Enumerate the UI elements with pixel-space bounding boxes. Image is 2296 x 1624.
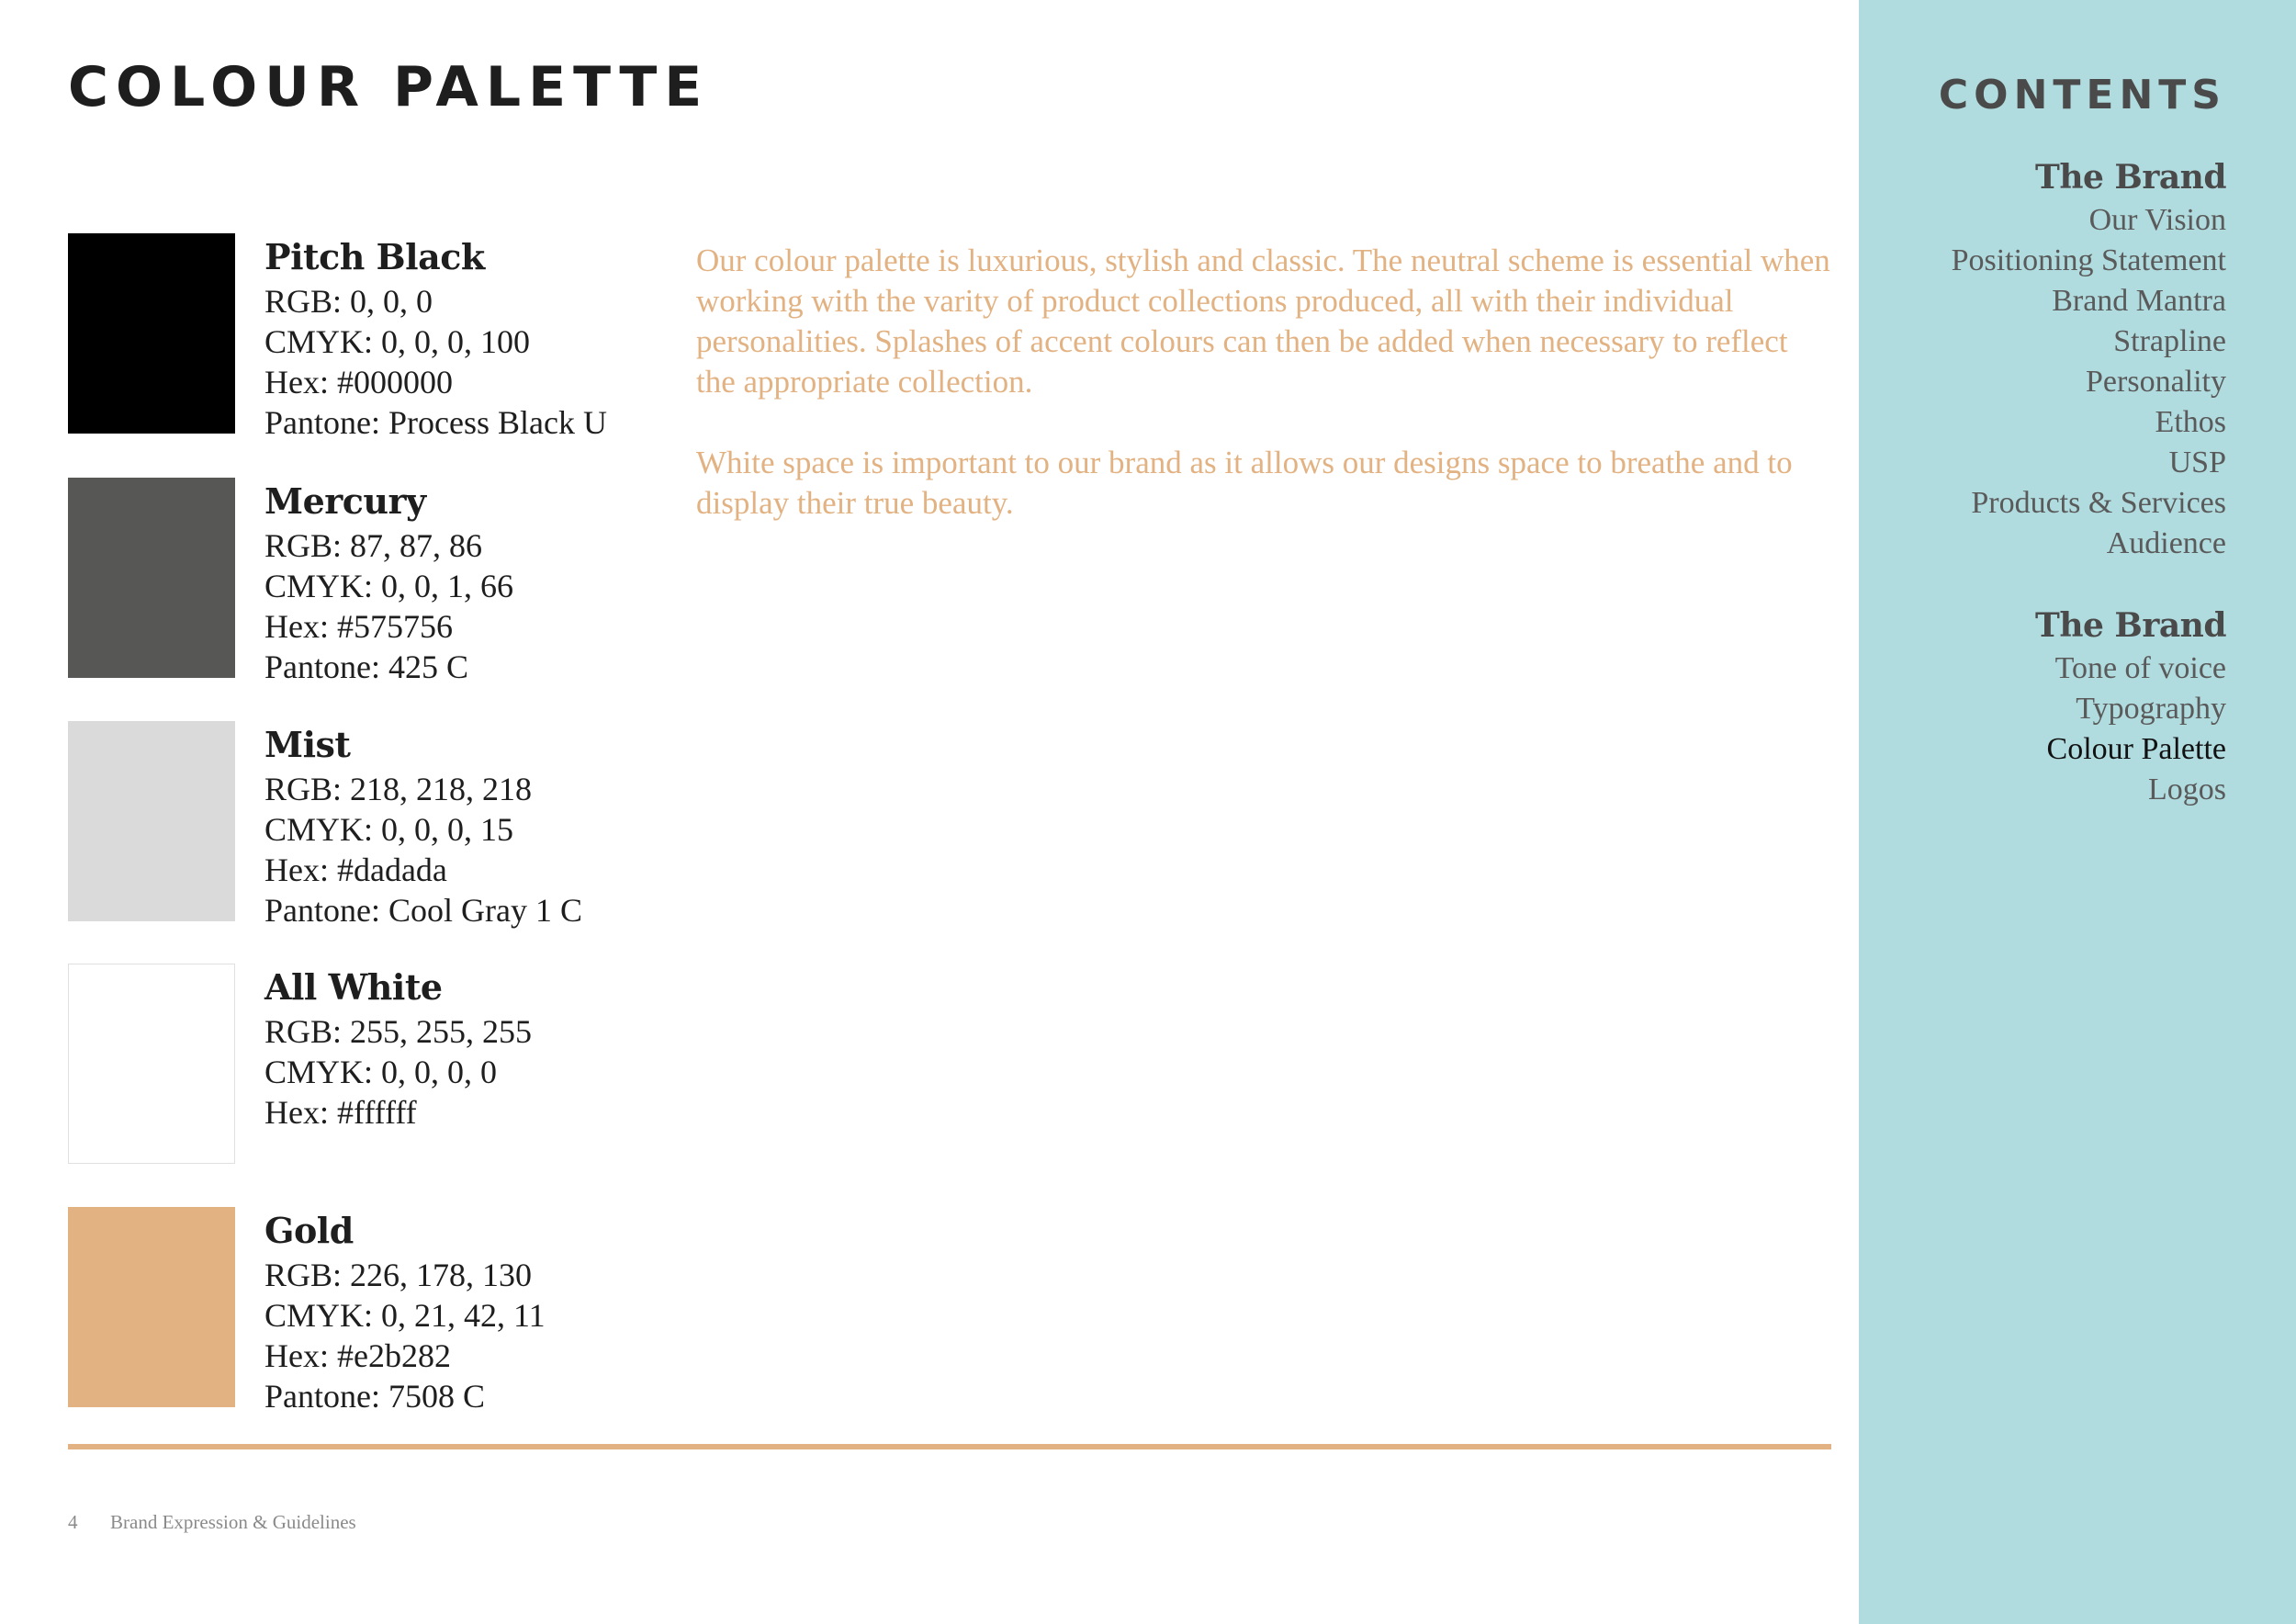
footer (68, 1511, 356, 1534)
toc-item-colour-palette[interactable]: Colour Palette (2046, 732, 2226, 766)
toc-section (2035, 603, 2226, 810)
toc-item-our-vision[interactable]: Our Vision (2088, 203, 2226, 237)
swatch-info (264, 964, 532, 1133)
toc-item-usp[interactable]: USP (2168, 445, 2226, 479)
swatch-pantone: Pantone: Cool Gray 1 C (264, 892, 582, 929)
sidebar-title: CONTENTS (1938, 72, 2226, 118)
swatch-name: Mercury (264, 480, 426, 522)
toc-item-brand-mantra[interactable]: Brand Mantra (2052, 284, 2226, 318)
toc-item-tone-of-voice[interactable]: Tone of voice (2054, 651, 2226, 685)
toc-item-personality[interactable]: Personality (2086, 365, 2226, 399)
swatch-row-all-white (68, 964, 656, 1166)
swatch-row-mist (68, 721, 656, 929)
swatch-gold (68, 1207, 235, 1407)
toc-item-typography[interactable]: Typography (2076, 692, 2226, 726)
toc-section-heading[interactable]: The Brand (2035, 158, 2226, 197)
swatch-name: Pitch Black (264, 236, 485, 277)
footer-doc-title: Brand Expression & Guidelines (110, 1511, 356, 1533)
swatch-name: All White (264, 966, 443, 1008)
swatch-row-pitch-black (68, 233, 656, 441)
page-title: COLOUR PALETTE (68, 55, 710, 119)
swatch-rgb: RGB: 0, 0, 0 (264, 283, 433, 320)
swatch-cmyk: CMYK: 0, 0, 1, 66 (264, 568, 514, 604)
swatch-name: Mist (264, 724, 351, 765)
swatch-pantone: Pantone: Process Black U (264, 404, 607, 441)
swatch-rgb: RGB: 255, 255, 255 (264, 1013, 533, 1050)
swatch-pantone: Pantone: 425 C (264, 648, 468, 685)
swatch-cmyk: CMYK: 0, 0, 0, 0 (264, 1054, 498, 1090)
swatch-pitch-black (68, 233, 235, 434)
toc-section-heading[interactable]: The Brand (2035, 606, 2226, 645)
body-paragraph: White space is important to our brand as it allows our designs space to breathe and to display their true beauty. (696, 445, 1793, 521)
swatch-info (264, 721, 582, 930)
toc-item-strapline[interactable]: Strapline (2113, 324, 2226, 358)
swatch-hex: Hex: #e2b282 (264, 1337, 451, 1374)
toc-item-positioning-statement[interactable]: Positioning Statement (1951, 243, 2226, 277)
swatch-name: Gold (264, 1210, 354, 1251)
contents-sidebar (1859, 0, 2296, 1624)
swatch-info (264, 478, 513, 687)
body-paragraph: Our colour palette is luxurious, stylish and classic. The neutral scheme is essential when working with the varity of product collections produced, all with their individual personalities. Splashes of accent colours can then be added when necessary to reflect the appropriate collection. (696, 242, 1830, 400)
swatch-hex: Hex: #000000 (264, 364, 453, 400)
swatch-all-white (68, 964, 235, 1164)
swatch-cmyk: CMYK: 0, 0, 0, 15 (264, 811, 514, 848)
swatch-hex: Hex: #dadada (264, 851, 447, 888)
swatch-hex: Hex: #ffffff (264, 1094, 417, 1131)
swatch-pantone: Pantone: 7508 C (264, 1378, 485, 1415)
gold-divider (68, 1444, 1831, 1449)
toc-item-logos[interactable]: Logos (2148, 773, 2226, 806)
swatch-row-gold (68, 1207, 656, 1415)
swatch-mist (68, 721, 235, 921)
swatch-info (264, 233, 607, 443)
swatch-info (264, 1207, 546, 1416)
swatch-rgb: RGB: 226, 178, 130 (264, 1257, 533, 1293)
swatch-mercury (68, 478, 235, 678)
toc-section (1952, 154, 2226, 564)
swatch-hex: Hex: #575756 (264, 608, 453, 645)
swatch-rgb: RGB: 87, 87, 86 (264, 527, 483, 564)
body-copy (696, 241, 1835, 564)
swatch-cmyk: CMYK: 0, 0, 0, 100 (264, 323, 531, 360)
swatch-rgb: RGB: 218, 218, 218 (264, 771, 533, 807)
page-number: 4 (68, 1511, 78, 1533)
toc-item-audience[interactable]: Audience (2106, 526, 2226, 560)
swatch-row-mercury (68, 478, 656, 685)
swatch-cmyk: CMYK: 0, 21, 42, 11 (264, 1297, 546, 1334)
toc-item-products-services[interactable]: Products & Services (1971, 486, 2226, 520)
toc-item-ethos[interactable]: Ethos (2155, 405, 2226, 439)
